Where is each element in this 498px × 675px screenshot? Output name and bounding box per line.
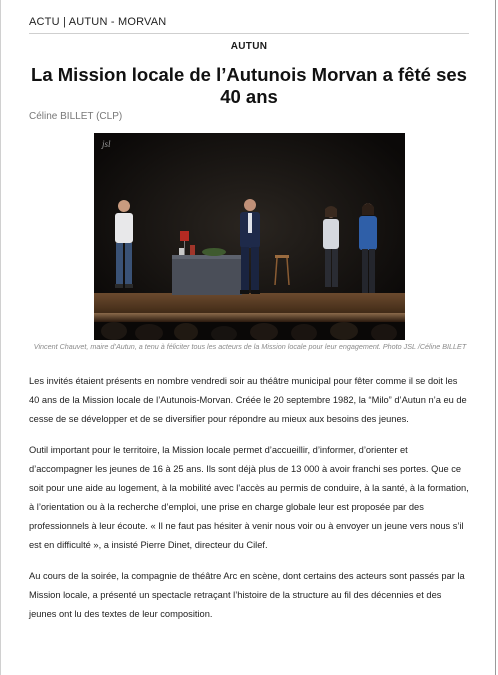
header-divider bbox=[29, 33, 469, 34]
photo-caption: Vincent Chauvet, maire d’Autun, a tenu à féliciter tous les acteurs de la Mission locale pour leur engagement. Photo JSL /Céline BILLET bbox=[33, 342, 467, 351]
section-breadcrumb[interactable]: ACTU | AUTUN - MORVAN bbox=[29, 16, 167, 28]
article-paragraph: Outil important pour le territoire, la Mission locale permet d’accueillir, d’informer, d’orienter et d’accompagner les jeunes de 16 à 25 ans. Ils sont déjà plus de 13 000 à avoir franchi ses portes. Que ce soit pour une aide au logement, à la mobilité avec l’accès au permis de conduire, à la santé, à la formation, à l’orientation ou à la recherche d’emploi, une prise en charge globale leur est proposée par des professionnels à leur écoute. « Il ne faut pas hésiter à venir nous voir ou à envoyer un jeune vers nous s’il est en difficulté », a insisté Pierre Dinet, directeur du Cilef. bbox=[29, 445, 469, 550]
article-paragraph: Au cours de la soirée, la compagnie de théâtre Arc en scène, dont certains des acteurs sont passés par la Mission locale, a présenté un spectacle retraçant l’histoire de la structure au fil des décennies et des jeunes ont lu des textes de leur composition. bbox=[29, 571, 465, 619]
article-photo bbox=[94, 133, 405, 340]
article-body bbox=[29, 372, 470, 636]
article-paragraph: Les invités étaient présents en nombre vendredi soir au théâtre municipal pour fêter comme il se doit les 40 ans de la Mission locale de l’Autunois-Morvan. Créée le 20 septembre 1982, la “Milo” d’Autun n’a eu de cesse de se développer et de se diversifier pour répondre au mieux aux besoins des jeunes. bbox=[29, 376, 467, 424]
article-byline: Céline BILLET (CLP) bbox=[29, 111, 123, 122]
article-kicker: AUTUN bbox=[230, 41, 268, 52]
article-headline: La Mission locale de l’Autunois Morvan a fêté ses 40 ans bbox=[31, 64, 467, 108]
photo-watermark: jsl bbox=[102, 139, 111, 149]
